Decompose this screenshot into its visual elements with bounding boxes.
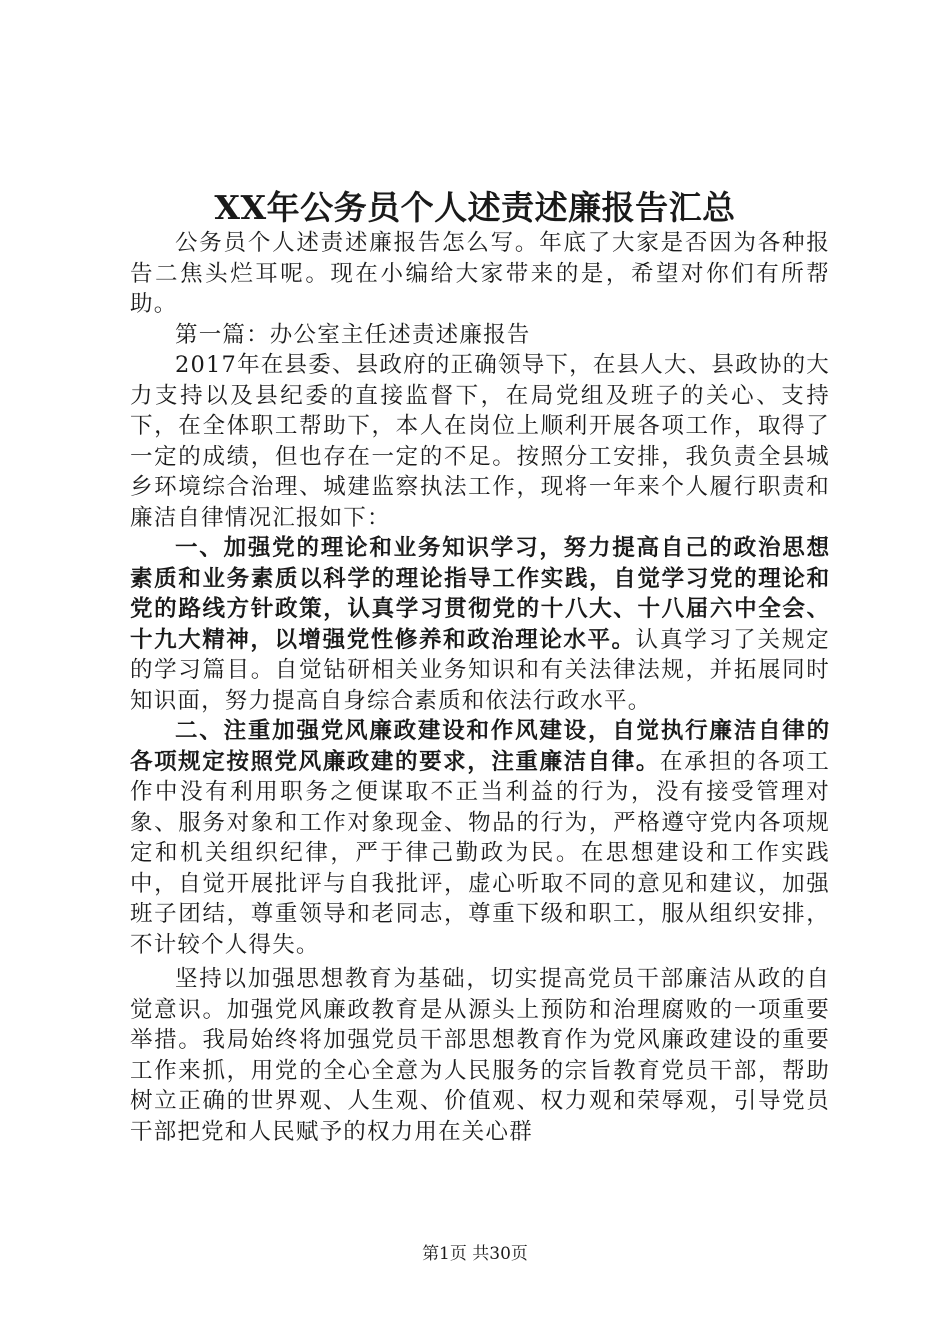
section-heading: 第一篇：办公室主任述责述廉报告	[175, 321, 531, 348]
bold-lead-text: 一、加强党的理论和业务知识学习，努力提高自己的政治思想素质和业务素质以科学的理论指导工作实践，自觉学习党的理论和党的路线方针政策，认真学习贯彻党的十八大、十八届六中全会、十九大精神，以增强党性修养和政治理论水平。	[130, 535, 830, 653]
body-paragraph: 2017年在县委、县政府的正确领导下，在县人大、县政协的大力支持以及县纪委的直接监督下，在局党组及班子的关心、支持下，在全体职工帮助下，本人在岗位上顺利开展各项工作，取得了一定的成绩，但也存在一定的不足。按照分工安排，我负责全县城乡环境综合治理、城建监察执法工作，现将一年来个人履行职责和廉洁自律情况汇报如下：	[130, 352, 830, 531]
paragraph-text: 认真学习了关规定的学习篇目。自觉钻研相关业务知识和有关法律法规，并拓展同时知识面，努力提高自身综合素质和依法行政水平。	[130, 626, 830, 714]
body-paragraph: 坚持以加强思想教育为基础，切实提高党员干部廉洁从政的自觉意识。加强党风廉政教育是从源头上预防和治理腐败的一项重要举措。我局始终将加强党员干部思想教育作为党风廉政建设的重要工作来抓，用党的全心全意为人民服务的宗旨教育党员干部，帮助树立正确的世界观、人生观、价值观、权力观和荣辱观，引导党员干部把党和人民赋予的权力用在关心群	[130, 966, 830, 1145]
document-body	[130, 228, 830, 1147]
page-number-footer: 第1页 共30页	[422, 1244, 528, 1264]
body-paragraph	[130, 716, 830, 960]
bold-lead-text: 二、注重加强党风廉政建设和作风建设，自觉执行廉洁自律的各项规定按照党风廉政建的要求，注重廉洁自律。	[130, 718, 830, 775]
document-title: XX年公务员个人述责述廉报告汇总	[214, 188, 736, 227]
body-paragraph	[130, 533, 830, 716]
intro-paragraph: 公务员个人述责述廉报告怎么写。年底了大家是否因为各种报告二焦头烂耳呢。现在小编给大家带来的是，希望对你们有所帮助。	[130, 230, 830, 317]
paragraph-text: 在承担的各项工作中没有利用职务之便谋取不正当利益的行为，没有接受管理对象、服务对象和工作对象现金、物品的行为，严格遵守党内各项规定和机关组织纪律，严于律己勤政为民。在思想建设和工作实践中，自觉开展批评与自我批评，虚心听取不同的意见和建议，加强班子团结，尊重领导和老同志，尊重下级和职工，服从组织安排，不计较个人得失。	[130, 748, 830, 958]
